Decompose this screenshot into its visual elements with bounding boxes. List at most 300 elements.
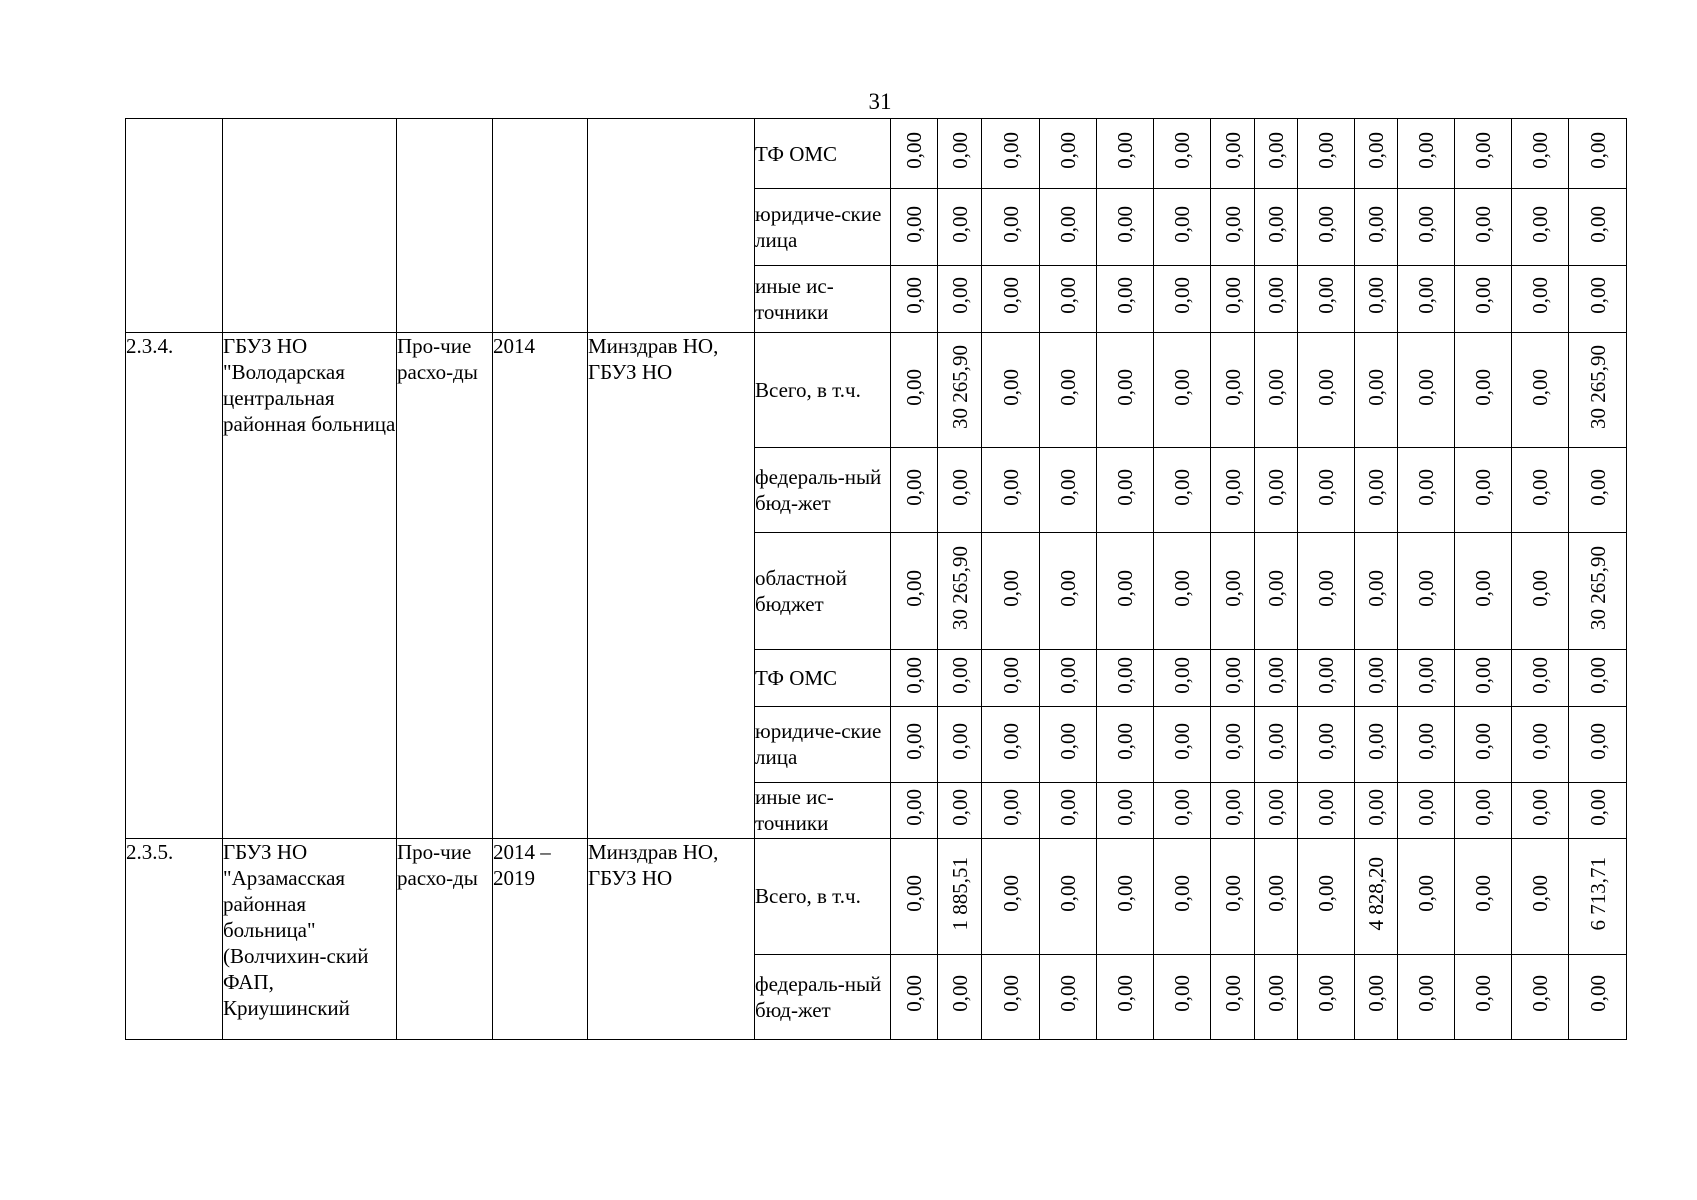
value-text: 30 265,90: [947, 546, 972, 631]
value-text: 0,00: [1220, 874, 1245, 912]
value-text: 0,00: [902, 277, 926, 315]
value-text: 0,00: [1264, 569, 1288, 607]
value-text: 0,00: [1314, 132, 1338, 170]
value-cell: [1211, 954, 1255, 1039]
value-text: 0,00: [1585, 789, 1610, 826]
value-text: 0,00: [1314, 569, 1338, 607]
value-text: 30 265,90: [1585, 546, 1610, 631]
value-text: 0,00: [1528, 874, 1552, 912]
value-cell: [1398, 189, 1455, 265]
value-cell: [982, 706, 1040, 782]
value-text: 0,00: [998, 277, 1023, 315]
value-cell: [1298, 650, 1355, 706]
value-cell: [1154, 265, 1211, 332]
value-text: 0,00: [1414, 874, 1438, 912]
value-cell: [938, 119, 982, 189]
item-number-cell: [126, 119, 223, 333]
value-text: 0,00: [1414, 656, 1438, 694]
value-cell: [1455, 650, 1512, 706]
value-text: 0,00: [1056, 656, 1080, 694]
funding-source-cell: Всего, в т.ч.: [755, 332, 891, 448]
value-text: 0,00: [902, 368, 926, 406]
value-cell: [1355, 265, 1398, 332]
value-cell: [891, 954, 938, 1039]
value-text: 0,00: [1585, 205, 1610, 243]
value-cell: [1455, 265, 1512, 332]
value-cell: [1569, 782, 1627, 838]
item-name-cell: ГБУЗ НО "Арзамасская районная больница" (Волчихин-ский ФАП, Криушинский: [223, 839, 397, 1040]
value-cell: [1040, 332, 1097, 448]
value-cell: [1154, 782, 1211, 838]
value-text: 0,00: [1414, 975, 1438, 1013]
value-text: 0,00: [1528, 132, 1552, 170]
expense-type-cell: Про-чие расхо-ды: [397, 332, 493, 838]
value-text: 0,00: [1471, 722, 1495, 760]
value-text: 0,00: [1364, 132, 1388, 170]
value-cell: [1255, 532, 1298, 650]
value-cell: [1569, 839, 1627, 955]
value-cell: [1512, 448, 1569, 532]
value-cell: [1097, 332, 1154, 448]
value-cell: [891, 782, 938, 838]
value-cell: [1512, 954, 1569, 1039]
item-name-cell: [223, 119, 397, 333]
years-cell: 2014: [493, 332, 588, 838]
value-cell: [1355, 532, 1398, 650]
value-cell: [1298, 332, 1355, 448]
value-text: 0,00: [1314, 205, 1338, 243]
value-text: 0,00: [1528, 205, 1552, 243]
value-cell: [1040, 650, 1097, 706]
value-cell: [1355, 119, 1398, 189]
value-cell: [938, 839, 982, 955]
value-cell: [891, 448, 938, 532]
value-text: 0,00: [947, 277, 972, 315]
value-cell: [1298, 448, 1355, 532]
value-text: 0,00: [1220, 368, 1245, 406]
value-cell: [982, 532, 1040, 650]
value-text: 0,00: [1170, 874, 1194, 912]
expense-type-cell: Про-чие расхо-ды: [397, 839, 493, 1040]
value-text: 0,00: [998, 569, 1023, 607]
value-text: 0,00: [1471, 975, 1495, 1013]
value-cell: [1040, 706, 1097, 782]
value-cell: [1040, 954, 1097, 1039]
value-cell: [1298, 119, 1355, 189]
value-cell: [1512, 119, 1569, 189]
value-cell: [982, 265, 1040, 332]
value-text: 0,00: [1170, 132, 1194, 170]
value-text: 0,00: [1364, 368, 1388, 406]
value-cell: [1154, 119, 1211, 189]
value-cell: [1154, 448, 1211, 532]
executor-cell: Минздрав НО, ГБУЗ НО: [588, 839, 755, 1040]
item-name-cell: ГБУЗ НО "Володарская центральная районная больница: [223, 332, 397, 838]
value-text: 0,00: [1220, 205, 1245, 243]
value-cell: [938, 448, 982, 532]
value-cell: [1569, 448, 1627, 532]
value-cell: [1455, 532, 1512, 650]
value-cell: [1154, 532, 1211, 650]
value-cell: [1512, 532, 1569, 650]
table-row: [126, 119, 1627, 189]
value-cell: [1255, 839, 1298, 955]
value-cell: [1211, 265, 1255, 332]
value-cell: [891, 839, 938, 955]
value-text: 0,00: [902, 722, 926, 760]
value-text: 0,00: [902, 975, 926, 1013]
value-cell: [1512, 265, 1569, 332]
value-cell: [1455, 119, 1512, 189]
value-cell: [1211, 332, 1255, 448]
value-cell: [1569, 954, 1627, 1039]
value-text: 0,00: [1056, 722, 1080, 760]
value-text: 0,00: [1113, 569, 1137, 607]
value-cell: [1097, 448, 1154, 532]
value-text: 0,00: [1113, 656, 1137, 694]
table-row: [126, 839, 1627, 955]
value-cell: [982, 650, 1040, 706]
value-cell: [1355, 954, 1398, 1039]
value-text: 0,00: [1056, 569, 1080, 607]
value-text: 0,00: [1528, 975, 1552, 1013]
value-cell: [1455, 782, 1512, 838]
value-cell: [1097, 119, 1154, 189]
value-text: 1 885,51: [947, 856, 972, 931]
value-cell: [1154, 189, 1211, 265]
value-text: 0,00: [902, 468, 926, 506]
value-text: 0,00: [1170, 656, 1194, 694]
value-text: 0,00: [1264, 277, 1288, 315]
value-cell: [1211, 706, 1255, 782]
value-cell: [1455, 448, 1512, 532]
value-cell: [938, 782, 982, 838]
funding-source-cell: федераль-ный бюд-жет: [755, 448, 891, 532]
value-text: 0,00: [1170, 975, 1194, 1013]
executor-cell: [588, 119, 755, 333]
funding-source-cell: иные ис-точники: [755, 782, 891, 838]
value-text: 0,00: [1585, 722, 1610, 760]
item-number-cell: 2.3.4.: [126, 332, 223, 838]
value-cell: [938, 532, 982, 650]
value-text: 0,00: [1414, 722, 1438, 760]
value-text: 0,00: [1471, 468, 1495, 506]
value-text: 0,00: [1414, 277, 1438, 315]
value-text: 0,00: [1264, 368, 1288, 406]
value-text: 0,00: [1170, 569, 1194, 607]
budget-table: [125, 118, 1627, 1040]
value-text: 0,00: [1113, 468, 1137, 506]
value-cell: [938, 265, 982, 332]
value-cell: [1255, 954, 1298, 1039]
value-cell: [891, 119, 938, 189]
value-cell: [1298, 532, 1355, 650]
value-cell: [1398, 448, 1455, 532]
value-text: 0,00: [1220, 468, 1245, 506]
years-cell: 2014 – 2019: [493, 839, 588, 1040]
value-cell: [1298, 954, 1355, 1039]
value-cell: [891, 265, 938, 332]
value-text: 0,00: [1364, 569, 1388, 607]
value-text: 0,00: [998, 132, 1023, 170]
value-cell: [1040, 119, 1097, 189]
value-cell: [1569, 189, 1627, 265]
value-text: 0,00: [1528, 569, 1552, 607]
value-text: 0,00: [1471, 277, 1495, 315]
value-cell: [1154, 650, 1211, 706]
value-cell: [891, 706, 938, 782]
value-text: 0,00: [1113, 132, 1137, 170]
value-cell: [1298, 706, 1355, 782]
value-cell: [1255, 332, 1298, 448]
value-text: 0,00: [1414, 789, 1438, 826]
value-text: 0,00: [1364, 205, 1388, 243]
value-cell: [1569, 650, 1627, 706]
value-cell: [1097, 782, 1154, 838]
value-text: 0,00: [1364, 975, 1388, 1013]
value-cell: [891, 650, 938, 706]
value-cell: [1255, 265, 1298, 332]
value-text: 0,00: [1528, 468, 1552, 506]
value-cell: [938, 954, 982, 1039]
value-cell: [1512, 839, 1569, 955]
value-cell: [1097, 265, 1154, 332]
value-cell: [1154, 839, 1211, 955]
funding-source-cell: иные ис-точники: [755, 265, 891, 332]
value-cell: [1040, 265, 1097, 332]
value-cell: [982, 332, 1040, 448]
value-text: 0,00: [1220, 789, 1245, 826]
value-cell: [1455, 189, 1512, 265]
value-text: 0,00: [1528, 656, 1552, 694]
value-text: 0,00: [1528, 368, 1552, 406]
value-text: 0,00: [947, 789, 972, 826]
value-cell: [1154, 954, 1211, 1039]
value-text: 4 828,20: [1364, 856, 1388, 931]
value-text: 0,00: [1314, 468, 1338, 506]
value-text: 0,00: [1314, 789, 1338, 826]
value-cell: [1255, 119, 1298, 189]
value-text: 0,00: [902, 656, 926, 694]
value-cell: [1154, 332, 1211, 448]
value-cell: [938, 650, 982, 706]
value-text: 0,00: [1364, 656, 1388, 694]
funding-source-cell: юридиче-ские лица: [755, 189, 891, 265]
value-text: 0,00: [1314, 975, 1338, 1013]
value-cell: [1211, 650, 1255, 706]
value-cell: [1398, 839, 1455, 955]
value-cell: [1211, 782, 1255, 838]
value-cell: [1512, 332, 1569, 448]
value-text: 30 265,90: [1585, 345, 1610, 430]
value-cell: [1097, 189, 1154, 265]
value-text: 0,00: [1414, 205, 1438, 243]
value-text: 0,00: [1264, 975, 1288, 1013]
value-cell: [1040, 189, 1097, 265]
value-cell: [1512, 706, 1569, 782]
funding-source-cell: юридиче-ские лица: [755, 706, 891, 782]
value-cell: [982, 782, 1040, 838]
value-text: 0,00: [1314, 656, 1338, 694]
value-cell: [1455, 332, 1512, 448]
value-text: 0,00: [1220, 569, 1245, 607]
value-cell: [1398, 650, 1455, 706]
value-cell: [982, 839, 1040, 955]
value-text: 0,00: [998, 789, 1023, 826]
funding-source-cell: областной бюджет: [755, 532, 891, 650]
value-cell: [1097, 650, 1154, 706]
value-text: 0,00: [1471, 205, 1495, 243]
value-text: 0,00: [1264, 789, 1288, 826]
table-row: [126, 332, 1627, 448]
value-text: 0,00: [1585, 132, 1610, 170]
value-text: 0,00: [998, 368, 1023, 406]
value-text: 0,00: [1220, 656, 1245, 694]
value-cell: [1298, 782, 1355, 838]
executor-cell: Минздрав НО, ГБУЗ НО: [588, 332, 755, 838]
value-text: 0,00: [1113, 874, 1137, 912]
value-text: 0,00: [902, 205, 926, 243]
value-cell: [1569, 532, 1627, 650]
value-cell: [1097, 706, 1154, 782]
value-text: 0,00: [1264, 656, 1288, 694]
value-cell: [1040, 782, 1097, 838]
value-cell: [1211, 448, 1255, 532]
value-cell: [1455, 839, 1512, 955]
item-number-cell: 2.3.5.: [126, 839, 223, 1040]
value-text: 0,00: [1471, 368, 1495, 406]
value-text: 0,00: [902, 569, 926, 607]
value-cell: [1211, 532, 1255, 650]
value-cell: [1211, 839, 1255, 955]
years-cell: [493, 119, 588, 333]
value-cell: [982, 189, 1040, 265]
funding-source-cell: ТФ ОМС: [755, 650, 891, 706]
value-cell: [1398, 532, 1455, 650]
value-cell: [891, 332, 938, 448]
value-text: 0,00: [1585, 975, 1610, 1013]
value-text: 0,00: [1264, 722, 1288, 760]
value-text: 0,00: [1264, 132, 1288, 170]
value-cell: [1512, 189, 1569, 265]
value-text: 0,00: [998, 205, 1023, 243]
value-cell: [1255, 650, 1298, 706]
value-cell: [1255, 706, 1298, 782]
value-cell: [982, 119, 1040, 189]
value-cell: [1097, 954, 1154, 1039]
value-cell: [1398, 332, 1455, 448]
value-text: 0,00: [1170, 277, 1194, 315]
value-cell: [1398, 782, 1455, 838]
value-text: 0,00: [1113, 722, 1137, 760]
value-text: 30 265,90: [947, 345, 972, 430]
value-text: 0,00: [1414, 132, 1438, 170]
value-cell: [982, 448, 1040, 532]
value-cell: [1512, 782, 1569, 838]
value-cell: [1569, 332, 1627, 448]
value-cell: [1355, 839, 1398, 955]
value-text: 0,00: [1471, 874, 1495, 912]
value-cell: [1255, 448, 1298, 532]
value-text: 0,00: [1220, 277, 1245, 315]
value-text: 0,00: [1364, 468, 1388, 506]
value-text: 0,00: [1056, 205, 1080, 243]
value-text: 0,00: [1264, 874, 1288, 912]
expense-type-cell: [397, 119, 493, 333]
value-text: 0,00: [1528, 722, 1552, 760]
value-cell: [1398, 954, 1455, 1039]
value-cell: [1097, 839, 1154, 955]
value-cell: [1211, 189, 1255, 265]
value-text: 0,00: [998, 975, 1023, 1013]
value-text: 0,00: [1056, 789, 1080, 826]
value-text: 0,00: [947, 975, 972, 1013]
value-text: 0,00: [1170, 722, 1194, 760]
value-cell: [1355, 332, 1398, 448]
value-text: 0,00: [1113, 368, 1137, 406]
value-cell: [1569, 706, 1627, 782]
value-text: 0,00: [1170, 468, 1194, 506]
value-cell: [1211, 119, 1255, 189]
value-text: 0,00: [947, 205, 972, 243]
value-text: 0,00: [902, 874, 926, 912]
value-cell: [938, 189, 982, 265]
value-text: 6 713,71: [1585, 856, 1610, 931]
value-cell: [938, 706, 982, 782]
value-text: 0,00: [1364, 277, 1388, 315]
value-text: 0,00: [1113, 277, 1137, 315]
value-text: 0,00: [1220, 975, 1245, 1013]
value-text: 0,00: [1056, 368, 1080, 406]
value-text: 0,00: [1314, 368, 1338, 406]
value-text: 0,00: [1264, 205, 1288, 243]
value-text: 0,00: [1056, 975, 1080, 1013]
value-text: 0,00: [998, 468, 1023, 506]
value-text: 0,00: [1314, 277, 1338, 315]
value-cell: [1040, 839, 1097, 955]
value-text: 0,00: [1585, 468, 1610, 506]
value-cell: [938, 332, 982, 448]
value-text: 0,00: [1056, 132, 1080, 170]
value-text: 0,00: [947, 132, 972, 170]
value-text: 0,00: [1364, 722, 1388, 760]
value-cell: [1355, 782, 1398, 838]
value-cell: [1355, 189, 1398, 265]
value-cell: [1298, 839, 1355, 955]
value-cell: [1298, 189, 1355, 265]
value-text: 0,00: [1585, 656, 1610, 694]
value-text: 0,00: [1113, 789, 1137, 826]
value-text: 0,00: [1170, 205, 1194, 243]
value-text: 0,00: [947, 468, 972, 506]
value-cell: [1569, 119, 1627, 189]
value-cell: [1569, 265, 1627, 332]
value-text: 0,00: [1170, 368, 1194, 406]
value-text: 0,00: [1471, 132, 1495, 170]
value-cell: [1040, 448, 1097, 532]
value-text: 0,00: [1471, 569, 1495, 607]
value-cell: [1398, 265, 1455, 332]
value-cell: [1355, 650, 1398, 706]
value-cell: [1255, 189, 1298, 265]
value-text: 0,00: [1056, 277, 1080, 315]
value-text: 0,00: [1471, 789, 1495, 826]
value-text: 0,00: [1220, 722, 1245, 760]
value-text: 0,00: [1471, 656, 1495, 694]
value-text: 0,00: [1528, 789, 1552, 826]
value-cell: [1455, 706, 1512, 782]
value-cell: [1355, 448, 1398, 532]
